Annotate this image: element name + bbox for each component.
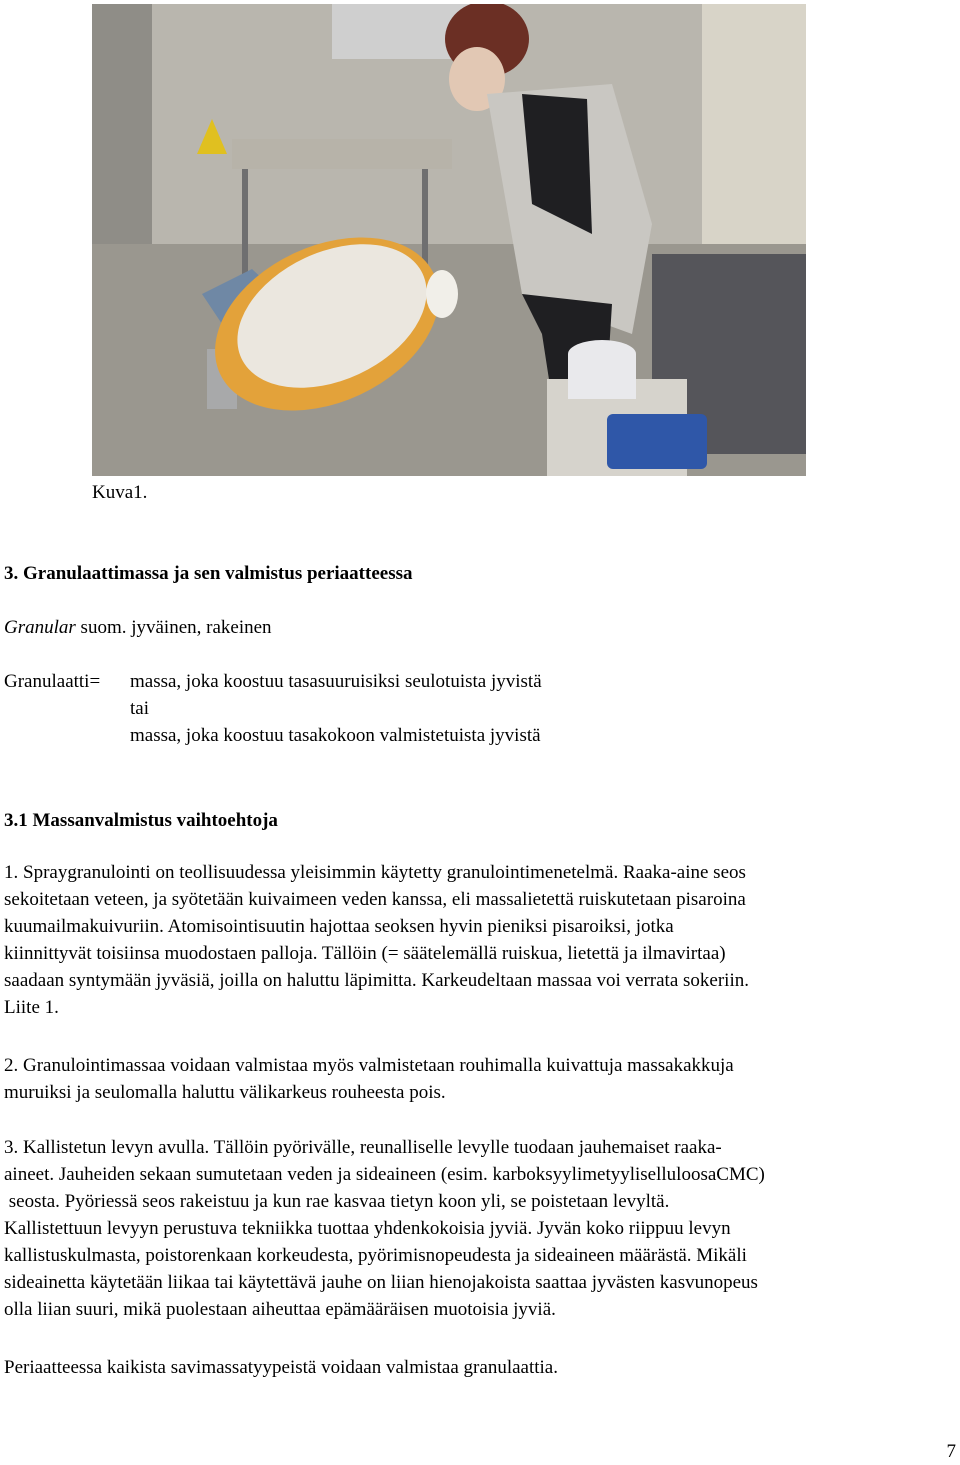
granular-meaning: suom. jyväinen, rakeinen [75,617,272,638]
para3-line: aineet. Jauheiden sekaan sumutetaan veden ja sideaineen (esim. karboksyylimetyyliselluloosaCMC) [4,1164,765,1185]
paragraph-kallistettu-levy [4,1134,765,1323]
para1-line: kiinnittyvät toisiinsa muodostaen palloja. Tällöin (= säätelemällä ruiskua, lietettä ja ilmavirtaa) [4,943,726,964]
para3-line: 3. Kallistetun levyn avulla. Tällöin pyörivälle, reunalliselle levylle tuodaan jauhemaiset raaka- [4,1137,722,1158]
para3-line: seosta. Pyöriessä seos rakeistuu ja kun rae kasvaa tietyn koon yli, se poistetaan levyltä. [4,1191,670,1212]
granulation-photo [92,4,806,476]
photo-caption: Kuva1. [92,482,148,503]
para1-line: Liite 1. [4,997,59,1018]
para2-line: muruiksi ja seulomalla haluttu välikarkeus rouheesta pois. [4,1082,446,1103]
para1-line: kuumailmakuivuriin. Atomisointisuutin hajottaa seoksen hyvin pieniksi pisaroiksi, jotka [4,916,674,937]
paragraph-rouhiminen [4,1052,734,1106]
definition-line-1: massa, joka koostuu tasasuuruisiksi seulotuista jyvistä [130,671,542,692]
blue-container [607,414,707,469]
para2-line: 2. Granulointimassaa voidaan valmistaa myös valmistetaan rouhimalla kuivattuja massakakkuja [4,1055,734,1076]
granular-definition [4,614,272,641]
para3-line: olla liian suuri, mikä puolestaan aiheuttaa epämääräisen muotoisia jyviä. [4,1299,556,1320]
para3-line: sideainetta käytetään liikaa tai käytettävä jauhe on liian hienojakoista saattaa jyvästen kasvunopeus [4,1272,758,1293]
section-heading-3-1: 3.1 Massanvalmistus vaihtoehtoja [4,810,278,831]
para1-line: sekoitetaan veteen, ja syötetään kuivaimeen veden kanssa, eli massalietettä ruiskutetaan pisaroina [4,889,746,910]
granular-term: Granular [4,617,76,638]
definition-or: tai [130,698,149,719]
paragraph-periaate: Periaatteessa kaikista savimassatyypeistä voidaan valmistaa granulaattia. [4,1357,558,1378]
spray-bottle [426,270,458,318]
para1-line: 1. Spraygranulointi on teollisuudessa yleisimmin käytetty granulointimenetelmä. Raaka-aine seos [4,862,746,883]
para3-line: kallistuskulmasta, poistorenkaan korkeudesta, pyörimisnopeudesta ja sideaineen määrästä. Mikäli [4,1245,747,1266]
paragraph-spraygranulointi [4,859,749,1021]
photo-scene [92,4,806,476]
sink-counter [232,139,452,169]
section-heading-3: 3. Granulaattimassa ja sen valmistus periaatteessa [4,563,413,584]
para1-line: saadaan syntymään jyväsiä, joilla on haluttu läpimitta. Karkeudeltaan massaa voi verrata sokeriin. [4,970,749,991]
right-door [702,4,806,254]
page-number: 7 [946,1441,956,1462]
white-bucket [568,354,636,399]
granulaatti-term: Granulaatti= [4,671,101,692]
para3-line: Kallistettuun levyyn perustuva tekniikka tuottaa yhdenkokoisia jyviä. Jyvän koko riippuu levyn [4,1218,731,1239]
definition-line-2: massa, joka koostuu tasakokoon valmistetuista jyvistä [130,725,541,746]
